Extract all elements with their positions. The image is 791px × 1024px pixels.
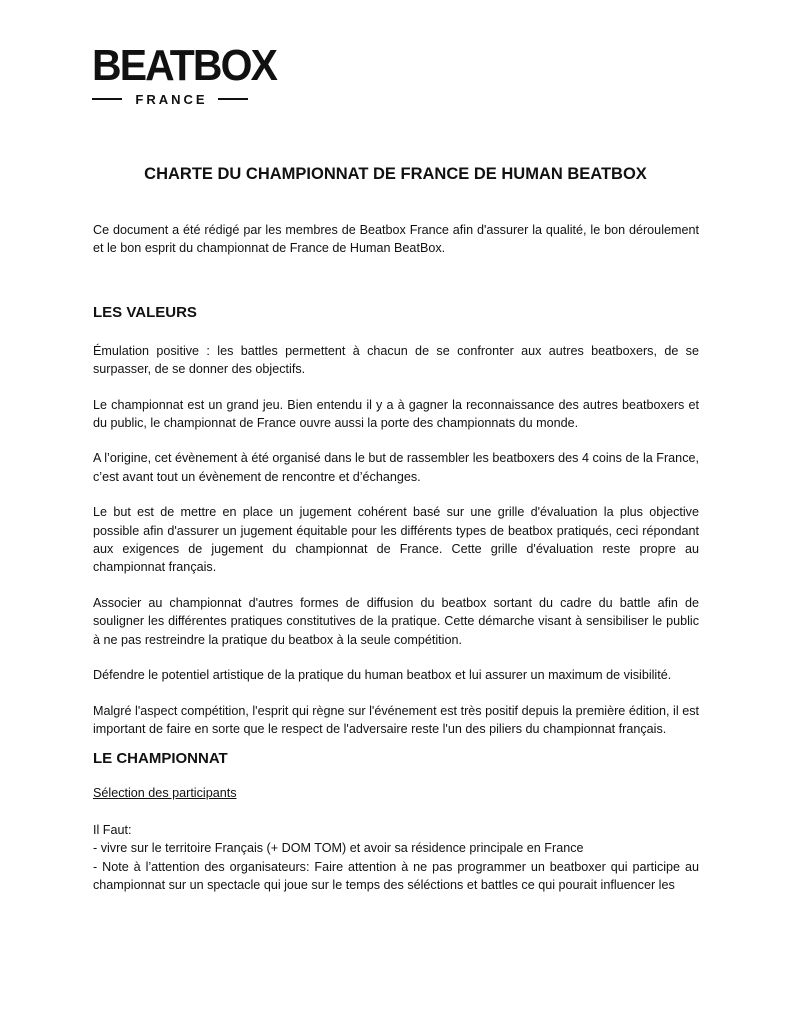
values-paragraph: Malgré l'aspect compétition, l'esprit qui règne sur l'événement est très positif depuis la première édition, il est important de faire en sorte que le respect de l'adversaire reste l'un des piliers du championnat français. [93, 703, 699, 736]
values-paragraph: Associer au championnat d'autres formes de diffusion du beatbox sortant du cadre du battle afin de souligner les différentes pratiques constitutives de la pratique. Cette démarche visant à sensibiliser le public à ne pas restreindre la pratique du beatbox à la seule compétition. [93, 595, 699, 647]
values-paragraph: Le but est de mettre en place un jugement cohérent basé sur une grille d'évaluation la plus objective possible afin d'assurer un jugement équitable pour les différents types de beatbox pratiqués, ceci répondant aux exigences de jugement du championnat de France. Cette grille d'évaluation reste propre au championnat français. [93, 505, 699, 575]
logo-subtitle [92, 91, 248, 107]
requirements-list [93, 821, 699, 895]
document-body [93, 221, 699, 894]
logo-rule-right [218, 98, 248, 100]
section-heading-values: LES VALEURS [93, 303, 197, 321]
values-paragraph: A l’origine, cet évènement à été organisé dans le but de rassembler les beatboxers des 4 coins de la France, c’est avant tout un évènement de rencontre et d’échanges. [93, 451, 699, 484]
logo-rule-left [92, 98, 122, 100]
subheading-participant-selection: Sélection des participants [93, 786, 237, 801]
values-paragraph: Émulation positive : les battles permettent à chacun de se confronter aux autres beatboxers, de se surpasser, de se donner des objectifs. [93, 343, 699, 377]
requirements-lead: Il Faut: [93, 822, 132, 837]
section-heading-championship: LE CHAMPIONNAT [93, 750, 228, 768]
logo-subtitle-text: FRANCE [135, 91, 208, 107]
values-paragraph: Le championnat est un grand jeu. Bien entendu il y a à gagner la reconnaissance des autres beatboxers et du public, le championnat de France ouvre aussi la porte des championnats du monde. [93, 397, 699, 431]
requirement-item: - Note à l’attention des organisateurs: Faire attention à ne pas programmer un beatboxer qui participe au championnat sur un spectacle qui joue sur le temps des séléctions et battles ce qui pourait influencer les [93, 859, 699, 892]
values-paragraph: Défendre le potentiel artistique de la pratique du human beatbox et lui assurer un maximum de visibilité. [93, 668, 672, 683]
logo-wordmark: BEATBOX [92, 41, 277, 90]
intro-paragraph: Ce document a été rédigé par les membres de Beatbox France afin d'assurer la qualité, le bon déroulement et le bon esprit du championnat de France de Human BeatBox. [93, 223, 699, 256]
beatbox-france-logo [92, 41, 277, 108]
requirement-item: - vivre sur le territoire Français (+ DOM TOM) et avoir sa résidence principale en France [93, 841, 584, 856]
document-title: CHARTE DU CHAMPIONNAT DE FRANCE DE HUMAN BEATBOX [144, 165, 647, 183]
